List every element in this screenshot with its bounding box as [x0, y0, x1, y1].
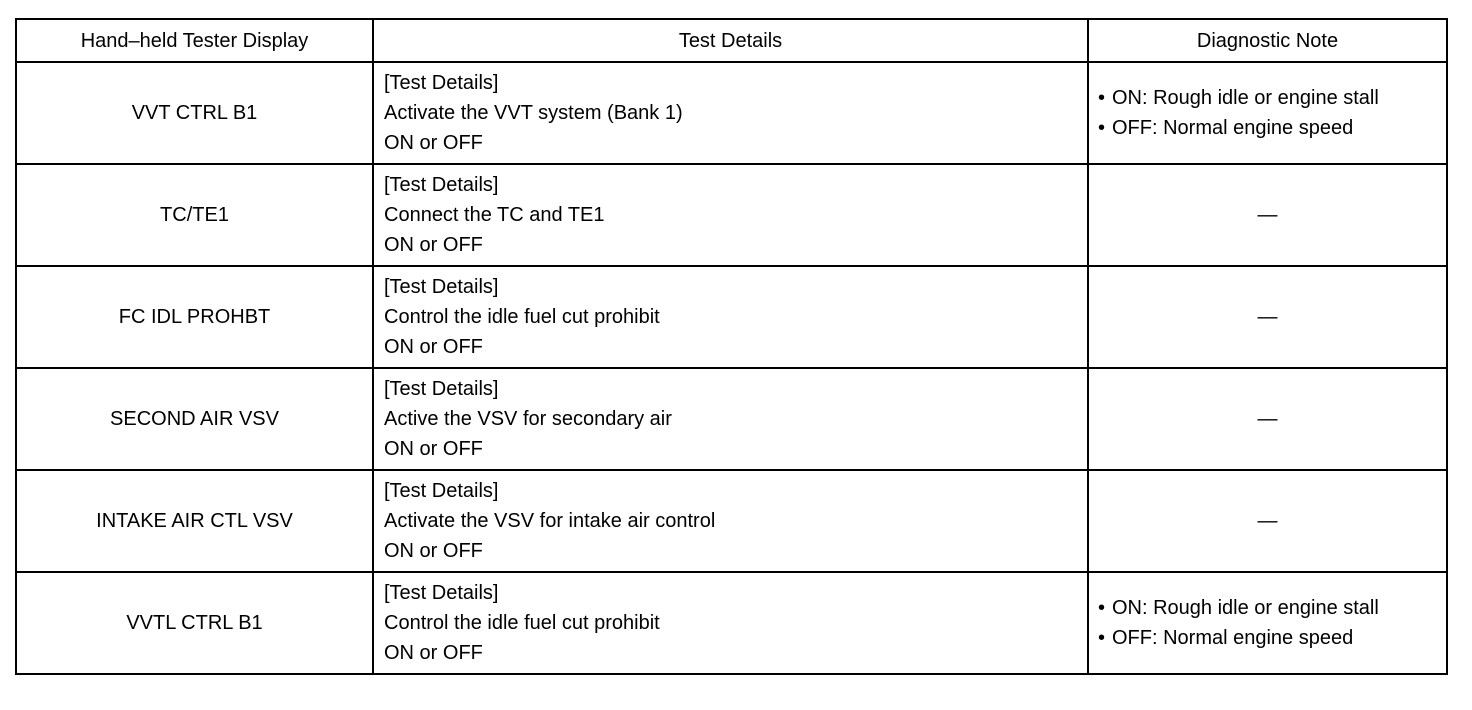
- table-row: [16, 62, 1447, 164]
- test-details-range: ON or OFF: [384, 234, 483, 256]
- tester-display-cell: TC/TE1: [16, 164, 373, 266]
- test-details-cell: [373, 572, 1088, 674]
- test-details-description: Connect the TC and TE1: [384, 204, 605, 226]
- test-details-cell: [373, 62, 1088, 164]
- bullet-icon: •: [1098, 627, 1106, 649]
- test-details-cell: [373, 368, 1088, 470]
- test-details-range: ON or OFF: [384, 438, 483, 460]
- note-text: ON: Rough idle or engine stall: [1112, 87, 1379, 109]
- tester-display-cell: VVT CTRL B1: [16, 62, 373, 164]
- table-row: [16, 368, 1447, 470]
- test-details-heading: [Test Details]: [384, 276, 499, 298]
- column-header-diagnostic-note: Diagnostic Note: [1088, 19, 1447, 62]
- note-text: OFF: Normal engine speed: [1112, 627, 1354, 649]
- table-header: [16, 19, 1447, 62]
- note-text: ON: Rough idle or engine stall: [1112, 597, 1379, 619]
- diagnostic-note-cell: —: [1088, 470, 1447, 572]
- diagnostic-note-cell: —: [1088, 164, 1447, 266]
- diagnostic-note-cell: [1088, 62, 1447, 164]
- table-row: [16, 470, 1447, 572]
- diagnostic-note-cell: —: [1088, 368, 1447, 470]
- table-row: [16, 164, 1447, 266]
- note-item: [1098, 623, 1446, 653]
- column-header-test-details: Test Details: [373, 19, 1088, 62]
- test-details-cell: [373, 164, 1088, 266]
- test-details-range: ON or OFF: [384, 540, 483, 562]
- table-body: [16, 62, 1447, 674]
- test-details-heading: [Test Details]: [384, 72, 499, 94]
- tester-display-cell: SECOND AIR VSV: [16, 368, 373, 470]
- test-details-heading: [Test Details]: [384, 174, 499, 196]
- note-text: OFF: Normal engine speed: [1112, 117, 1354, 139]
- tester-display-cell: FC IDL PROHBT: [16, 266, 373, 368]
- test-details-heading: [Test Details]: [384, 480, 499, 502]
- diagnostic-note-cell: —: [1088, 266, 1447, 368]
- note-item: [1098, 113, 1446, 143]
- column-header-display: Hand–held Tester Display: [16, 19, 373, 62]
- tester-display-cell: VVTL CTRL B1: [16, 572, 373, 674]
- table-row: [16, 266, 1447, 368]
- note-item: [1098, 83, 1446, 113]
- test-details-range: ON or OFF: [384, 642, 483, 664]
- tester-display-cell: INTAKE AIR CTL VSV: [16, 470, 373, 572]
- test-details-description: Activate the VVT system (Bank 1): [384, 102, 683, 124]
- test-details-description: Active the VSV for secondary air: [384, 408, 672, 430]
- test-details-description: Control the idle fuel cut prohibit: [384, 612, 660, 634]
- test-details-heading: [Test Details]: [384, 378, 499, 400]
- table-row: [16, 572, 1447, 674]
- diagnostic-table: [15, 18, 1448, 675]
- diagnostic-note-cell: [1088, 572, 1447, 674]
- test-details-cell: [373, 266, 1088, 368]
- test-details-heading: [Test Details]: [384, 582, 499, 604]
- test-details-description: Control the idle fuel cut prohibit: [384, 306, 660, 328]
- bullet-icon: •: [1098, 597, 1106, 619]
- note-item: [1098, 593, 1446, 623]
- bullet-icon: •: [1098, 87, 1106, 109]
- test-details-cell: [373, 470, 1088, 572]
- test-details-range: ON or OFF: [384, 336, 483, 358]
- test-details-range: ON or OFF: [384, 132, 483, 154]
- header-row: [16, 19, 1447, 62]
- bullet-icon: •: [1098, 117, 1106, 139]
- test-details-description: Activate the VSV for intake air control: [384, 510, 716, 532]
